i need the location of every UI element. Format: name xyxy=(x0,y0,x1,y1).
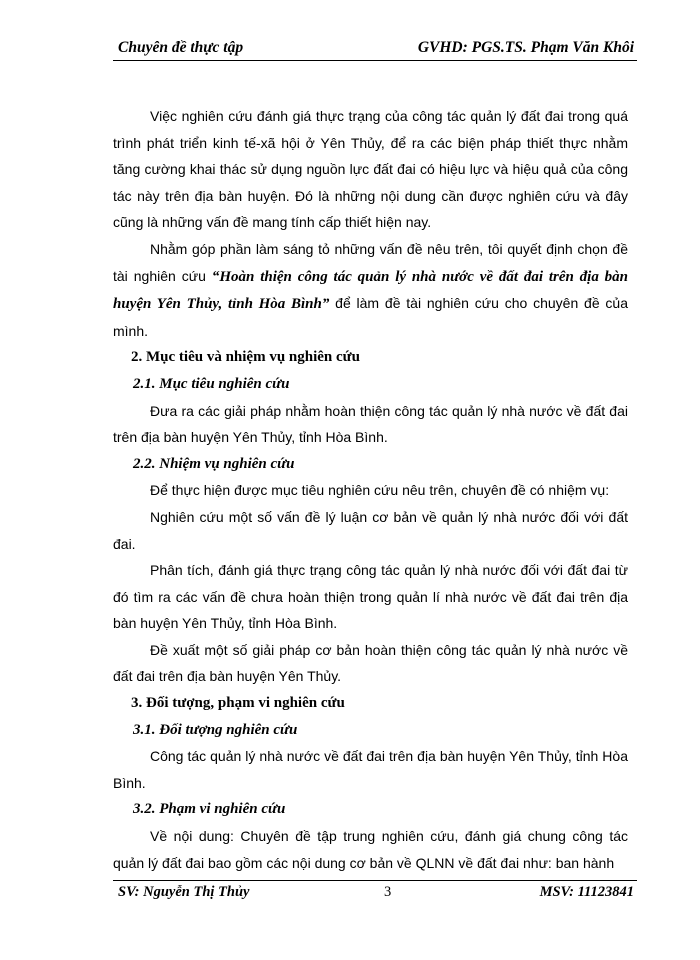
header-title: Chuyên đề thực tập xyxy=(118,39,244,56)
paragraph: Việc nghiên cứu đánh giá thực trạng của công tác quản lý đất đai trong quá trình phát triển kinh tế-xã hội ở Yên Thủy, để ra các biện pháp thiết thực nhằm tăng cường khai thác sử dụng nguồn lực đất đai có hiệu lực và hiệu quả của công tác này trên địa bàn huyện. Đó là những nội dung cần được nghiên cứu và đây cũng là những vấn đề mang tính cấp thiết hiện nay. xyxy=(113,108,628,231)
page-footer xyxy=(113,880,637,905)
paragraph: Phân tích, đánh giá thực trạng công tác quản lý nhà nước đối với đất đai từ đó tìm ra các vấn đề chưa hoàn thiện trong quản lí nhà nước về đất đai trên địa bàn huyện Yên Thủy, tỉnh Hòa Bình. xyxy=(113,562,628,632)
header-advisor: GVHD: PGS.TS. Phạm Văn Khôi xyxy=(417,39,634,56)
paragraph: Công tác quản lý nhà nước về đất đai trên địa bàn huyện Yên Thủy, tỉnh Hòa Bình. xyxy=(113,748,628,791)
paragraph-text: để làm đề tài nghiên cứu cho chuyên đề của mình. xyxy=(113,295,628,339)
paragraph: Đề xuất một số giải pháp cơ bản hoàn thiện công tác quản lý nhà nước về đất đai trên địa bàn huyện Yên Thủy. xyxy=(113,641,628,685)
topic-title: “Hoàn thiện công tác quản lý nhà nước về đất đai trên địa bàn huyện Yên Thủy, tỉnh Hòa Bình” xyxy=(113,268,628,313)
subsection-heading-2-1: 2.1. Mục tiêu nghiên cứu xyxy=(133,375,290,392)
paragraph: Để thực hiện được mục tiêu nghiên cứu nêu trên, chuyên đề có nhiệm vụ: xyxy=(150,482,610,499)
paragraph: Nghiên cứu một số vấn đề lý luận cơ bản về quản lý nhà nước đối với đất đai. xyxy=(113,508,628,552)
subsection-heading-3-2: 3.2. Phạm vi nghiên cứu xyxy=(133,801,286,818)
subsection-heading-2-2: 2.2. Nhiệm vụ nghiên cứu xyxy=(133,455,295,472)
paragraph: Đưa ra các giải pháp nhằm hoàn thiện công tác quản lý nhà nước về đất đai trên địa bàn huyện Yên Thủy, tỉnh Hòa Bình. xyxy=(113,402,628,446)
footer-student-id: MSV: 11123841 xyxy=(539,884,634,900)
section-heading-2: 2. Mục tiêu và nhiệm vụ nghiên cứu xyxy=(131,349,361,366)
section-heading-3: 3. Đối tượng, phạm vi nghiên cứu xyxy=(131,695,345,712)
subsection-heading-3-1: 3.1. Đối tượng nghiên cứu xyxy=(133,721,298,738)
page-header xyxy=(113,38,637,61)
footer-student: SV: Nguyễn Thị Thủy xyxy=(118,884,250,900)
page-number: 3 xyxy=(384,884,392,900)
page-body xyxy=(113,103,628,876)
paragraph: Về nội dung: Chuyên đề tập trung nghiên cứu, đánh giá chung công tác quản lý đất đai bao gồm các nội dung cơ bản về QLNN về đất đai như: ban hành xyxy=(113,828,628,871)
paragraph-topic xyxy=(113,236,628,344)
paragraph-text: Nhằm góp phần làm sáng tỏ những vấn đề nêu trên, tôi quyết định chọn đề tài nghiên cứu xyxy=(113,240,628,284)
